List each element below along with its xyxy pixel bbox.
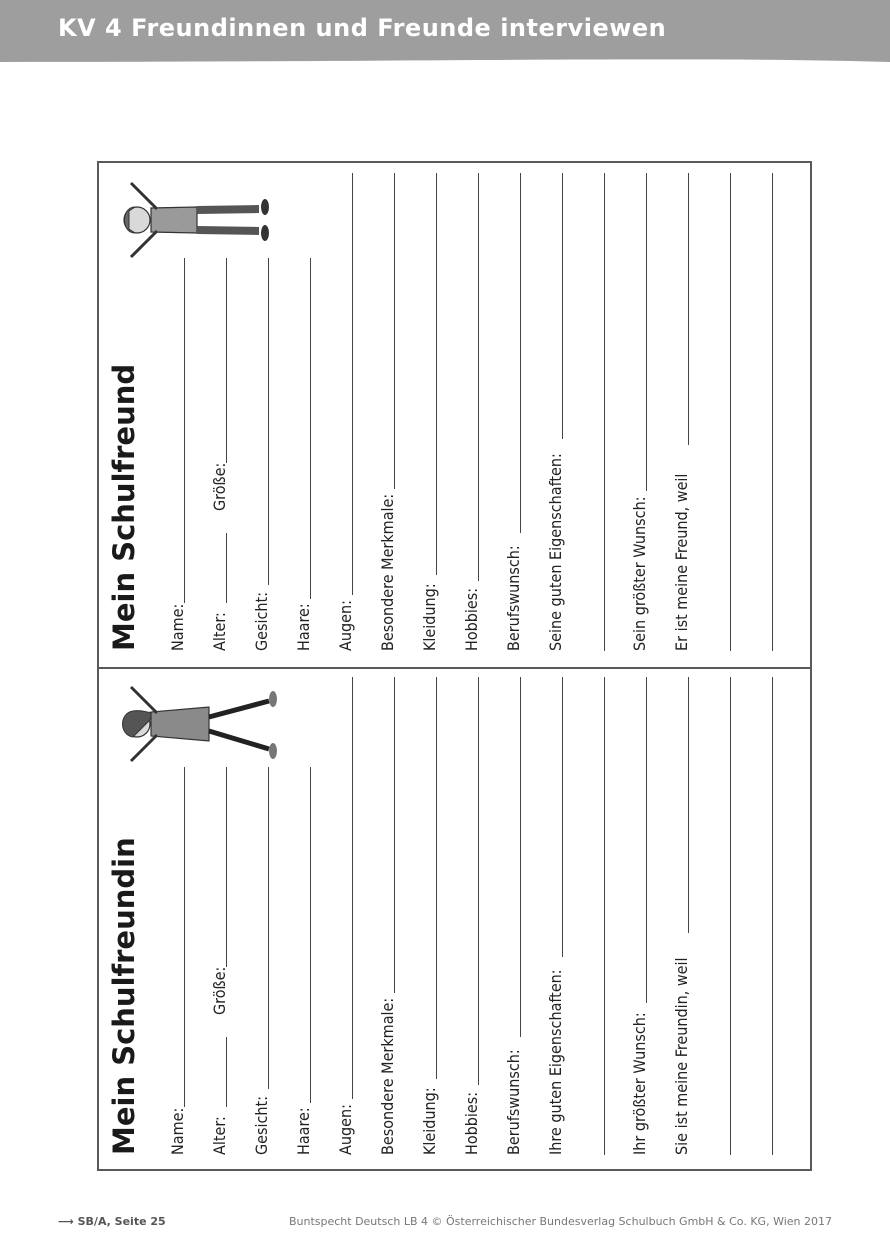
answer-line-gesicht[interactable] bbox=[268, 767, 269, 1089]
label-wunsch: Ihr größter Wunsch: bbox=[630, 1012, 649, 1155]
label-haare: Haare: bbox=[294, 1107, 313, 1155]
answer-line-augen[interactable] bbox=[352, 173, 353, 595]
label-hobbies: Hobbies: bbox=[462, 587, 481, 651]
row-eigenschaften-extra bbox=[579, 685, 609, 1155]
label-wunsch: Sein größter Wunsch: bbox=[630, 496, 649, 651]
label-merkmale: Besondere Merkmale: bbox=[378, 997, 397, 1155]
row-haare bbox=[285, 181, 315, 651]
answer-line-wunsch[interactable] bbox=[646, 173, 647, 491]
answer-line-haare[interactable] bbox=[310, 258, 311, 599]
answer-line-eigenschaften[interactable] bbox=[562, 677, 563, 957]
label-berufswunsch: Berufswunsch: bbox=[504, 1049, 523, 1155]
row-weil-extra-2 bbox=[747, 685, 777, 1155]
label-berufswunsch: Berufswunsch: bbox=[504, 545, 523, 651]
answer-line-groesse[interactable] bbox=[226, 767, 227, 967]
page-title: KV 4 Freundinnen und Freunde interviewen bbox=[58, 14, 667, 42]
footer-copyright: Buntspecht Deutsch LB 4 © Österreichischer Bundesverlag Schulbuch GmbH & Co. KG, Wien 2017 bbox=[288, 1215, 832, 1228]
answer-line-alter[interactable] bbox=[226, 1037, 227, 1107]
row-weil bbox=[663, 181, 693, 651]
answer-line-merkmale[interactable] bbox=[394, 677, 395, 993]
label-weil: Sie ist meine Freundin, weil bbox=[672, 957, 691, 1155]
answer-line-eigenschaften[interactable] bbox=[562, 173, 563, 439]
answer-line-wunsch[interactable] bbox=[646, 677, 647, 1003]
row-merkmale bbox=[369, 685, 399, 1155]
answer-line-name[interactable] bbox=[184, 767, 185, 1107]
label-name: Name: bbox=[168, 1107, 187, 1155]
answer-line-alter[interactable] bbox=[226, 533, 227, 603]
footer-reference-text: SB/A, Seite 25 bbox=[77, 1215, 166, 1228]
row-kleidung bbox=[411, 181, 441, 651]
answer-line-weil-2[interactable] bbox=[730, 677, 731, 1155]
answer-line-weil-2[interactable] bbox=[730, 173, 731, 651]
label-kleidung: Kleidung: bbox=[420, 583, 439, 651]
row-hobbies bbox=[453, 181, 483, 651]
row-haare bbox=[285, 685, 315, 1155]
answer-line-weil[interactable] bbox=[688, 677, 689, 933]
row-augen bbox=[327, 181, 357, 651]
footer-reference bbox=[58, 1215, 166, 1228]
row-kleidung bbox=[411, 685, 441, 1155]
answer-line-weil-3[interactable] bbox=[772, 173, 773, 651]
panel-schulfreundin bbox=[99, 669, 809, 1169]
answer-line-gesicht[interactable] bbox=[268, 258, 269, 585]
panel-schulfreund bbox=[99, 165, 809, 665]
label-haare: Haare: bbox=[294, 603, 313, 651]
row-weil-extra-1 bbox=[705, 181, 735, 651]
answer-line-berufswunsch[interactable] bbox=[520, 173, 521, 533]
label-eigenschaften: Seine guten Eigenschaften: bbox=[546, 453, 565, 651]
answer-line-merkmale[interactable] bbox=[394, 173, 395, 489]
header-band bbox=[0, 0, 890, 70]
boy-figure-icon bbox=[109, 175, 284, 265]
row-wunsch bbox=[621, 181, 651, 651]
answer-line-kleidung[interactable] bbox=[436, 173, 437, 575]
label-eigenschaften: Ihre guten Eigenschaften: bbox=[546, 969, 565, 1155]
label-gesicht: Gesicht: bbox=[252, 591, 271, 651]
row-berufswunsch bbox=[495, 181, 525, 651]
row-merkmale bbox=[369, 181, 399, 651]
answer-line-name[interactable] bbox=[184, 258, 185, 603]
row-eigenschaften-extra bbox=[579, 181, 609, 651]
row-hobbies bbox=[453, 685, 483, 1155]
panel-title: Mein Schulfreundin bbox=[107, 837, 141, 1155]
label-augen: Augen: bbox=[336, 600, 355, 651]
label-groesse: Größe: bbox=[210, 462, 229, 511]
row-weil-extra-2 bbox=[747, 181, 777, 651]
label-weil: Er ist meine Freund, weil bbox=[672, 473, 691, 651]
answer-line-berufswunsch[interactable] bbox=[520, 677, 521, 1037]
answer-line-augen[interactable] bbox=[352, 677, 353, 1099]
row-berufswunsch bbox=[495, 685, 525, 1155]
answer-line-eigenschaften-2[interactable] bbox=[604, 173, 605, 651]
label-alter: Alter: bbox=[210, 612, 229, 651]
girl-figure-icon bbox=[109, 679, 284, 769]
row-weil-extra-1 bbox=[705, 685, 735, 1155]
answer-line-hobbies[interactable] bbox=[478, 677, 479, 1085]
row-weil bbox=[663, 685, 693, 1155]
answer-line-weil-3[interactable] bbox=[772, 677, 773, 1155]
label-merkmale: Besondere Merkmale: bbox=[378, 493, 397, 651]
label-alter: Alter: bbox=[210, 1116, 229, 1155]
panel-title: Mein Schulfreund bbox=[107, 363, 141, 651]
label-gesicht: Gesicht: bbox=[252, 1095, 271, 1155]
label-kleidung: Kleidung: bbox=[420, 1087, 439, 1155]
answer-line-groesse[interactable] bbox=[226, 258, 227, 463]
answer-line-weil[interactable] bbox=[688, 173, 689, 445]
label-name: Name: bbox=[168, 603, 187, 651]
answer-line-hobbies[interactable] bbox=[478, 173, 479, 581]
arrow-right-icon: ⟶ bbox=[58, 1215, 74, 1228]
row-eigenschaften bbox=[537, 685, 567, 1155]
answer-line-kleidung[interactable] bbox=[436, 677, 437, 1079]
label-augen: Augen: bbox=[336, 1104, 355, 1155]
row-wunsch bbox=[621, 685, 651, 1155]
label-hobbies: Hobbies: bbox=[462, 1091, 481, 1155]
answer-line-eigenschaften-2[interactable] bbox=[604, 677, 605, 1155]
row-augen bbox=[327, 685, 357, 1155]
label-groesse: Größe: bbox=[210, 966, 229, 1015]
answer-line-haare[interactable] bbox=[310, 767, 311, 1103]
row-eigenschaften bbox=[537, 181, 567, 651]
